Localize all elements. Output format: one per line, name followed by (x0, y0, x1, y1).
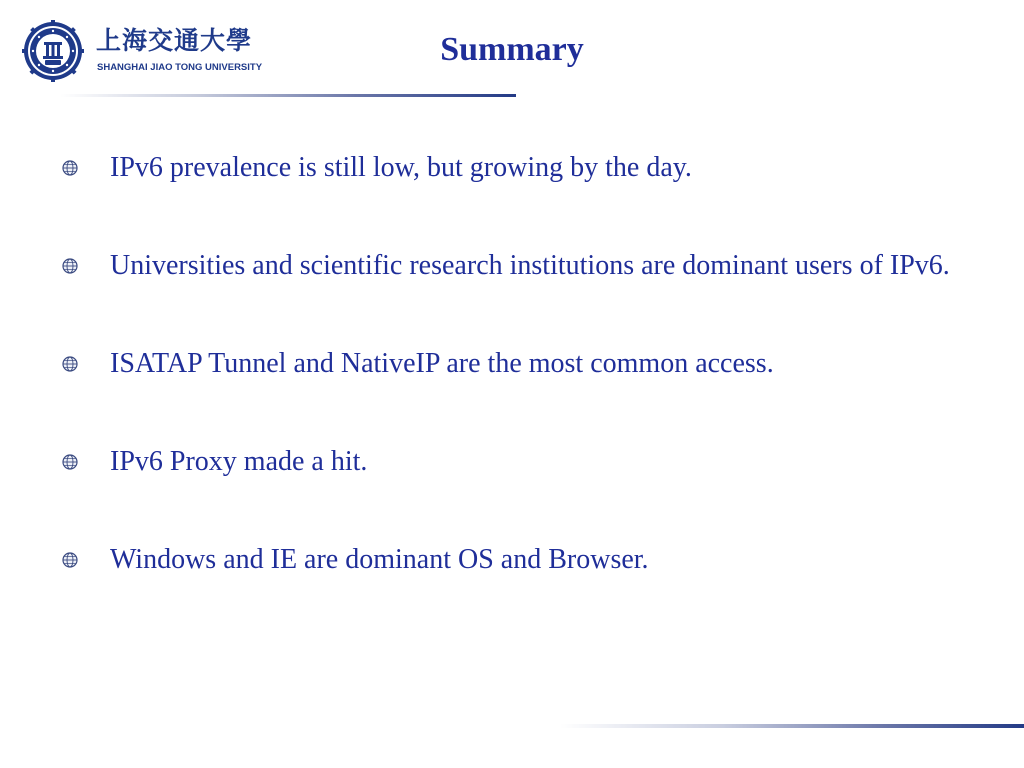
globe-bullet-icon (62, 454, 78, 470)
title-underline (60, 94, 516, 97)
bullet-item (62, 344, 962, 384)
footer-rule (560, 724, 1024, 728)
bullet-item (62, 246, 962, 286)
globe-bullet-icon (62, 356, 78, 372)
slide-title (0, 28, 1024, 72)
bullet-text: Windows and IE are dominant OS and Browser. (110, 544, 649, 575)
university-name-cn: 上海交通大學 (96, 26, 253, 55)
bullet-item (62, 148, 962, 188)
bullet-text: IPv6 prevalence is still low, but growing by the day. (110, 152, 692, 183)
globe-bullet-icon (62, 258, 78, 274)
globe-bullet-icon (62, 552, 78, 568)
university-name-en: SHANGHAI JIAO TONG UNIVERSITY (97, 62, 263, 73)
bullet-text: IPv6 Proxy made a hit. (110, 446, 368, 477)
slide-title-text: Summary (440, 31, 584, 68)
bullet-item (62, 540, 962, 580)
bullet-list (62, 148, 962, 638)
bullet-text: Universities and scientific research institutions are dominant users of IPv6. (110, 250, 950, 281)
bullet-text: ISATAP Tunnel and NativeIP are the most common access. (110, 348, 774, 379)
globe-bullet-icon (62, 160, 78, 176)
bullet-item (62, 442, 962, 482)
